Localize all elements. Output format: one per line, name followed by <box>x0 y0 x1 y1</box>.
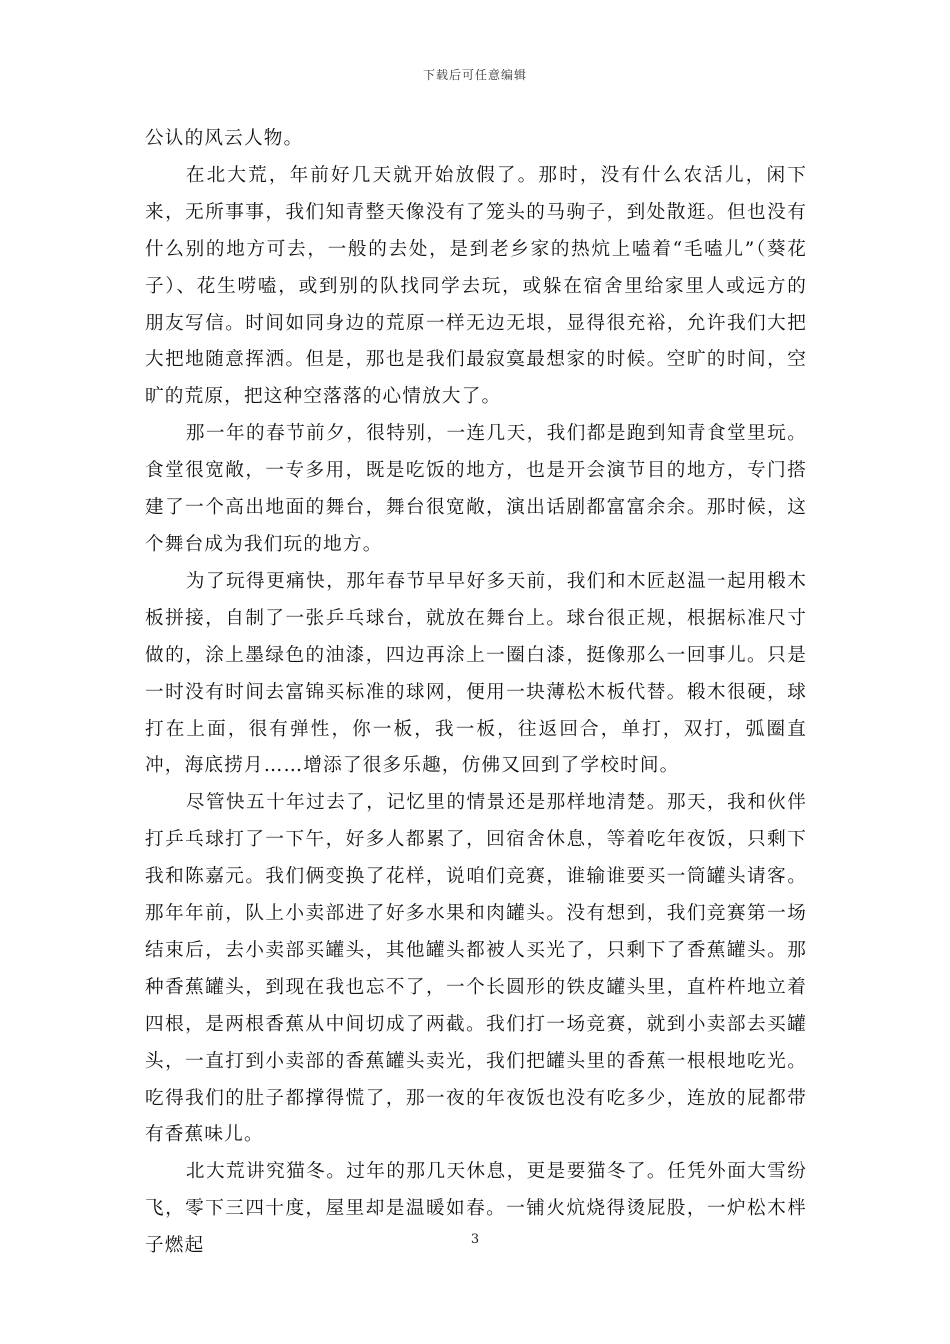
paragraph-continuation: 公认的风云人物。 <box>145 128 304 149</box>
page-header: 下载后可任意编辑 <box>422 68 527 82</box>
paragraph: 在北大荒，年前好几天就开始放假了。那时，没有什么农活儿，闲下来，无所事事，我们知青整天像没有了笼头的马驹子，到处散逛。但也没有什么别的地方可去，一般的去处，是到老乡家的热炕上嗑着“毛嗑儿”（葵花子）、花生唠嗑，或到别的队找同学去玩，或躲在宿舍里给家里人或远方的朋友写信。时间如同身边的荒原一样无边无垠，显得很充裕，允许我们大把大把地随意挥洒。但是，那也是我们最寂寞最想家的时候。空旷的时间，空旷的荒原，把这种空落落的心情放大了。 <box>145 164 807 408</box>
paragraph: 为了玩得更痛快，那年春节早早好多天前，我们和木匠赵温一起用椴木板拼接，自制了一张乒乓球台，就放在舞台上。球台很正规，根据标准尺寸做的，涂上墨绿色的油漆，四边再涂上一圈白漆，挺像那么一回事儿。只是一时没有时间去富锦买标准的球网，便用一块薄松木板代替。椴木很硬，球打在上面，很有弹性，你一板，我一板，往返回合，单打，双打，弧圈直冲，海底捞月……增添了很多乐趣，仿佛又回到了学校时间。 <box>145 570 807 777</box>
document-body <box>145 121 807 1265</box>
paragraph: 北大荒讲究猫冬。过年的那几天休息，更是要猫冬了。任凭外面大雪纷飞，零下三四十度，屋里却是温暖如春。一铺火炕烧得烫屁股，一炉松木柈子燃起 <box>145 1161 807 1257</box>
paragraph: 尽管快五十年过去了，记忆里的情景还是那样地清楚。那天，我和伙伴打乒乓球打了一下午，好多人都累了，回宿舍休息，等着吃年夜饭，只剩下我和陈嘉元。我们俩变换了花样，说咱们竞赛，谁输谁要买一筒罐头请客。那年年前，队上小卖部进了好多水果和肉罐头。没有想到，我们竞赛第一场结束后，去小卖部买罐头，其他罐头都被人买光了，只剩下了香蕉罐头。那种香蕉罐头，到现在我也忘不了，一个长圆形的铁皮罐头里，直杵杵地立着四根，是两根香蕉从中间切成了两截。我们打一场竞赛，就到小卖部去买罐头，一直打到小卖部的香蕉罐头卖光，我们把罐头里的香蕉一根根地吃光。吃得我们的肚子都撑得慌了，那一夜的年夜饭也没有吃多少，连放的屁都带有香蕉味儿。 <box>145 792 807 1146</box>
paragraph: 那一年的春节前夕，很特别，一连几天，我们都是跑到知青食堂里玩。食堂很宽敞，一专多用，既是吃饭的地方，也是开会演节目的地方，专门搭建了一个高出地面的舞台，舞台很宽敞，演出话剧都富富余余。那时候，这个舞台成为我们玩的地方。 <box>145 423 807 555</box>
page-number: 3 <box>470 1232 480 1247</box>
